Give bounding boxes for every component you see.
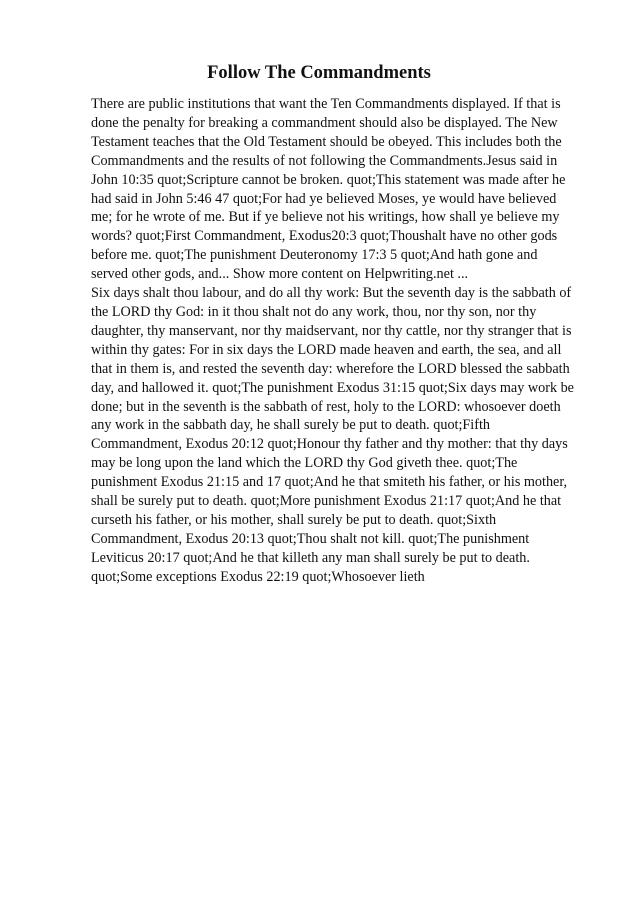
paragraph-2: Six days shalt thou labour, and do all thy work: But the seventh day is the sabbath of the LORD thy God: in it thou shalt not do any work, thou, nor thy son, nor thy daughter, thy manservant, nor thy maidservant, nor thy cattle, nor thy stranger that is within thy gates: For in six days the LORD made heaven and earth, the sea, and all that in them is, and rested the seventh day: wherefore the LORD blessed the sabbath day, and hallowed it. quot;The punishment Exodus 31:15 quot;Six days may work be done; but in the seventh is the sabbath of rest, holy to the LORD: whosoever doeth any work in the sabbath day, he shall surely be put to death. quot;Fifth Commandment, Exodus 20:12 quot;Honour thy father and thy mother: that thy days may be long upon the land which the LORD thy God giveth thee. quot;The punishment Exodus 21:15 and 17 quot;And he that smiteth his father, or his mother, shall be surely put to death. quot;More punishment Exodus 21:17 quot;And he that curseth his father, or his mother, shall surely be put to death. quot;Sixth Commandment, Exodus 20:13 quot;Thou shalt not kill. quot;The punishment Leviticus 20:17 quot;And he that killeth any man shall surely be put to death. quot;Some exceptions Exodus 22:19 quot;Whosoever lieth xyxy=(91,285,574,585)
document-body xyxy=(91,95,601,587)
paragraph-1: There are public institutions that want the Ten Commandments displayed. If that is done the penalty for breaking a commandment should also be displayed. The New Testament teaches that the Old Testament should be obeyed. This includes both the Commandments and the results of not following the Commandments.Jesus said in John 10:35 quot;Scripture cannot be broken. quot;This statement was made after he had said in John 5:46 47 quot;For had ye believed Moses, ye would have believed me; for he wrote of me. But if ye believe not his writings, how shall ye believe my words? quot;First Commandment, Exodus20:3 quot;Thoushalt have no other gods before me. quot;The punishment Deuteronomy 17:3 5 quot;And hath gone and served other gods, and... Show more content on Helpwriting.net ... xyxy=(91,96,566,283)
document-title: Follow The Commandments xyxy=(207,63,431,83)
